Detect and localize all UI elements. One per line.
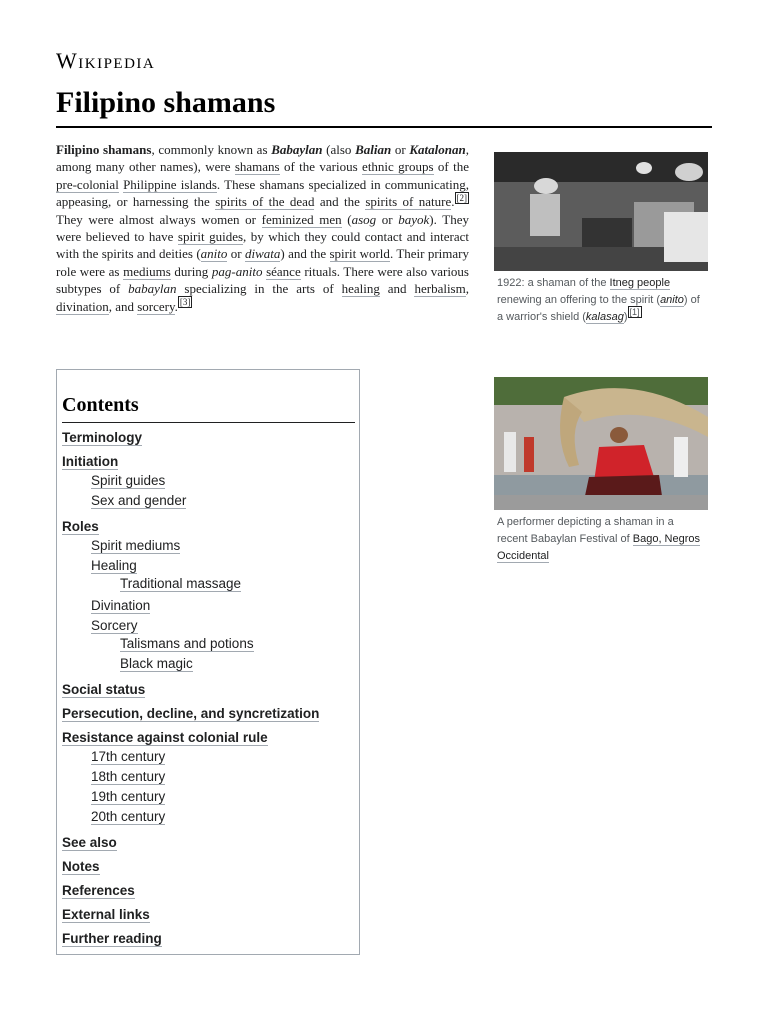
toc-title: Contents [62, 394, 139, 416]
toc-item[interactable]: 17th century [91, 749, 166, 764]
toc-item[interactable]: Sex and gender [91, 493, 187, 508]
wiki-link[interactable]: anito [200, 246, 228, 262]
toc-item[interactable]: Sorcery [91, 618, 138, 633]
italic-term: bayok [398, 211, 430, 227]
text-run: , by which they could contact and interact with the spirits and deities ( [56, 229, 469, 262]
text-run: ) of a warrior's shield ( [497, 294, 700, 323]
wiki-link[interactable]: healing [341, 281, 380, 297]
toc-item[interactable]: Spirit guides [91, 473, 166, 488]
toc-item[interactable]: 19th century [91, 789, 166, 804]
text-run: during [170, 263, 212, 279]
bold-term: Filipino shamans [56, 142, 152, 157]
figure-babaylan-festival [494, 377, 708, 565]
figure-caption [497, 275, 705, 326]
text-run: of the [433, 159, 469, 175]
page-title: Filipino shamans [56, 86, 276, 119]
text-run: , and [108, 298, 138, 314]
text-run: specializing in the arts of [176, 281, 342, 297]
toc-item[interactable]: Spirit mediums [91, 538, 181, 553]
text-run: of the various [279, 159, 363, 175]
wiki-link[interactable]: anito [660, 294, 684, 306]
toc-item[interactable]: Further reading [62, 931, 162, 946]
toc-item[interactable]: Black magic [120, 656, 193, 671]
text-run: and the [314, 194, 366, 210]
lead-paragraph [56, 141, 469, 315]
citation-ref[interactable]: [1] [629, 307, 640, 318]
italic-term: pag-anito [211, 263, 263, 279]
text-run: ) [623, 311, 628, 323]
logo-text: Wikipedia [56, 48, 156, 73]
citation-ref[interactable]: [2] [456, 192, 468, 203]
wiki-link[interactable]: feminized men [261, 211, 342, 227]
toc-item[interactable]: Talismans and potions [120, 636, 254, 651]
text-run: , commonly known as [151, 142, 272, 157]
text-run: , [465, 281, 469, 297]
wiki-link[interactable]: spirits of the dead [215, 194, 315, 210]
toc-item[interactable]: Persecution, decline, and syncretization [62, 706, 320, 721]
wiki-link[interactable]: séance [266, 263, 301, 279]
toc-divider [62, 422, 355, 423]
text-run: rituals. There were also various subtypes of [56, 263, 469, 297]
toc-item[interactable]: Terminology [62, 430, 143, 445]
text-run: ) and the [280, 246, 330, 262]
toc-item[interactable]: Notes [62, 859, 100, 874]
text-run: and [379, 281, 415, 297]
text-run: A performer depicting a shaman in a recent Babaylan Festival of [497, 516, 674, 545]
toc-item[interactable]: Divination [91, 598, 151, 613]
wiki-link[interactable]: divination [56, 298, 109, 314]
text-run: . Their primary role were as [56, 246, 469, 279]
toc-item[interactable]: 18th century [91, 769, 166, 784]
italic-term: babaylan [128, 281, 177, 297]
wiki-link[interactable]: herbalism [414, 281, 466, 297]
toc-item[interactable]: Traditional massage [120, 576, 242, 591]
text-run: renewing an offering to the spirit ( [497, 294, 661, 306]
toc-item[interactable]: Social status [62, 682, 146, 697]
table-of-contents [56, 369, 360, 955]
wiki-link[interactable]: ethnic groups [362, 159, 434, 175]
wiki-link[interactable]: sorcery [137, 298, 175, 314]
wiki-link[interactable]: kalasag [585, 311, 624, 323]
toc-item[interactable]: Roles [62, 519, 99, 534]
toc-item[interactable]: 20th century [91, 809, 166, 824]
toc-item[interactable]: Resistance against colonial rule [62, 730, 268, 745]
title-divider [56, 126, 712, 128]
text-run: . These shamans specialized in communicating, appeasing, or harnessing the [56, 176, 470, 210]
text-run: (also [322, 142, 356, 157]
toc-item[interactable]: See also [62, 835, 117, 850]
festival-photo-image[interactable] [494, 377, 708, 510]
bold-italic-term: Balian [355, 142, 392, 157]
bold-italic-term: Katalonan [409, 142, 466, 157]
wikipedia-logo[interactable] [56, 48, 155, 74]
text-run: or [227, 246, 245, 262]
text-run: ). They were believed to have [56, 211, 469, 245]
text-run: ( [341, 211, 352, 227]
toc-item[interactable]: Healing [91, 558, 137, 573]
toc-item[interactable]: References [62, 883, 135, 898]
text-run: , among many other names), were [56, 142, 469, 175]
text-run: 1922: a shaman of the [497, 277, 610, 289]
wiki-link[interactable]: Philippine islands [123, 176, 217, 192]
text-run: They were almost always women or [56, 211, 262, 227]
wiki-link[interactable]: Itneg people [609, 277, 671, 289]
wiki-link[interactable]: spirit world [329, 246, 390, 262]
figure-caption [497, 514, 705, 565]
italic-term: asog [351, 211, 377, 227]
toc-item[interactable]: External links [62, 907, 150, 922]
wiki-link[interactable]: mediums [123, 263, 171, 279]
toc-item[interactable]: Initiation [62, 454, 119, 469]
text-run: or [376, 211, 399, 227]
text-run: or [391, 142, 410, 157]
wiki-link[interactable]: spirit guides [177, 229, 244, 245]
wiki-link[interactable]: diwata [244, 246, 281, 262]
text-run: . [174, 298, 178, 314]
wiki-link[interactable]: Bago, Negros Occidental [497, 533, 701, 562]
bold-italic-term: Babaylan [271, 142, 323, 157]
wiki-link[interactable]: shamans [234, 159, 280, 175]
wiki-link[interactable]: pre-colonial [56, 176, 119, 192]
shaman-photo-image[interactable] [494, 152, 708, 271]
figure-shaman-1922 [494, 152, 708, 326]
text-run: . [451, 194, 455, 210]
citation-ref[interactable]: [3] [179, 297, 191, 308]
wiki-link[interactable]: spirits of nature [365, 194, 452, 210]
